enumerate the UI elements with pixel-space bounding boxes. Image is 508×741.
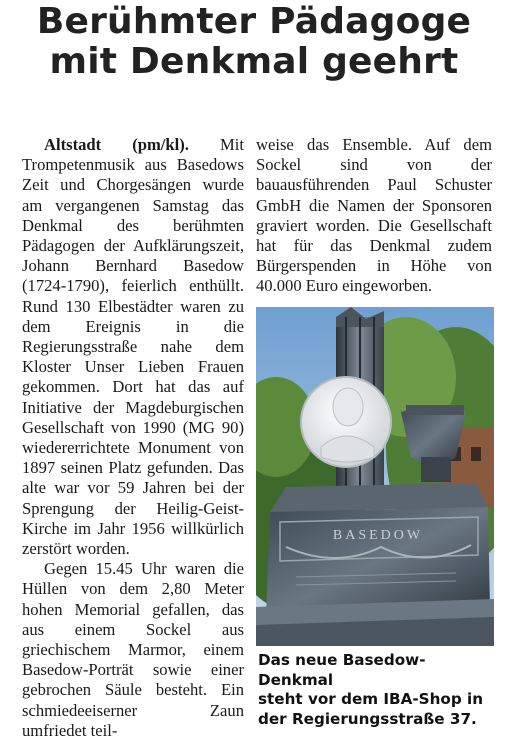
pedestal-inscription: BASEDOW (332, 528, 424, 543)
headline-line-1: Berühmter Pädagoge (36, 1, 472, 42)
dateline: Altstadt (pm/kl). (44, 135, 189, 154)
article-paragraph-1-text: Mit Trompetenmusik aus Basedows Zeit und Chorgesängen wurde am vergangenen Samstag das Denkmal des berühmten Pädagogen der Aufklärungszeit, Johann Bernhard Basedow (1724-1790), feierlich enthüllt. Rund 130 Elbestädter waren zu dem Ereignis in die Regierungsstraße nahe dem Kloster Unser Lieben Frauen gekommen. Dort hat das auf Initiative der Magdeburgischen Gesellschaft von 1990 (MG 90) wiedererrichtete Monument von 1897 seinen Platz gefunden. Das alte war vor 59 Jahren bei der Sprengung der Heilig-Geist-Kirche im Jahr 1956 willkürlich zerstört worden. (22, 135, 244, 559)
caption-line-2: steht vor dem IBA-Shop in (258, 690, 484, 708)
monument-photo (256, 307, 494, 646)
photo-caption (258, 651, 498, 729)
pedestal-top (270, 483, 488, 512)
headline-line-2: mit Denkmal geehrt (49, 41, 459, 82)
monument-illustration (256, 307, 494, 646)
article-column-right (256, 135, 492, 297)
urn (401, 407, 466, 465)
caption-line-1: Das neue Basedow-Denkmal (258, 651, 426, 689)
article-paragraph-1 (22, 135, 244, 559)
article-column-left (22, 135, 244, 741)
article-paragraph-2: Gegen 15.45 Uhr waren die Hüllen von dem 2,80 Meter hohen Memorial gefallen, das aus einem Sockel aus griechischem Marmor, einem Basedow-Porträt sowie einer gebrochen Säule besteht. Ein schmiedeeiserner Zaun umfriedet teil- (22, 559, 244, 740)
headline (0, 2, 508, 82)
article-paragraph-3: weise das Ensemble. Auf dem Sockel sind von der bauausführenden Paul Schuster GmbH die Namen der Sponsoren graviert worden. Die Gesellschaft hat für das Denkmal zudem Bürgerspenden in Höhe von 40.000 Euro eingeworben. (256, 135, 492, 296)
caption-line-3: der Regierungsstraße 37. (258, 709, 477, 728)
